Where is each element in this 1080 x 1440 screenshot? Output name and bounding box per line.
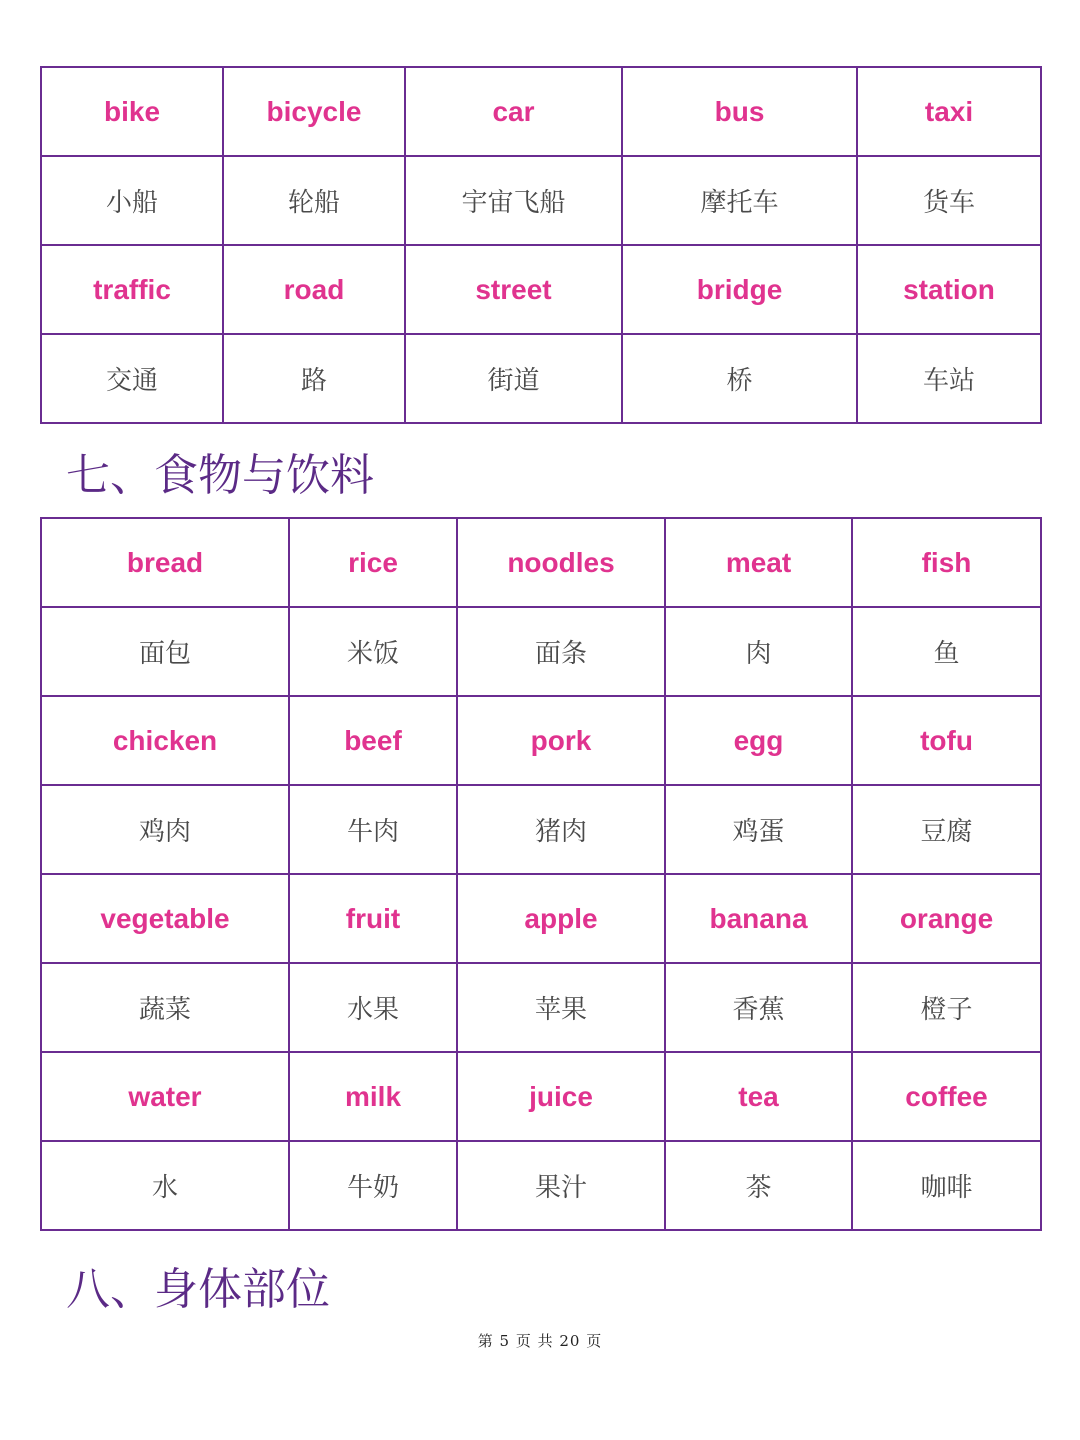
vocab-cell-english: noodles — [457, 518, 665, 607]
vocab-cell-english: car — [405, 67, 622, 156]
food-vocab-table — [40, 517, 1042, 1231]
table-row — [41, 696, 1041, 785]
vocab-cell-chinese: 茶 — [665, 1141, 852, 1230]
page-number-footer: 第 5 页 共 20 页 — [477, 1332, 603, 1350]
vocab-cell-chinese: 鱼 — [852, 607, 1041, 696]
vocab-cell-english: water — [41, 1052, 289, 1141]
vocab-cell-english: pork — [457, 696, 665, 785]
table-row — [41, 518, 1041, 607]
vocab-cell-english: bike — [41, 67, 223, 156]
vocab-cell-english: orange — [852, 874, 1041, 963]
vocab-cell-english: banana — [665, 874, 852, 963]
vocab-cell-english: street — [405, 245, 622, 334]
vocab-cell-chinese: 宇宙飞船 — [405, 156, 622, 245]
vocab-cell-chinese: 摩托车 — [622, 156, 857, 245]
vocab-cell-chinese: 肉 — [665, 607, 852, 696]
vocab-cell-english: bicycle — [223, 67, 405, 156]
vocab-cell-chinese: 蔬菜 — [41, 963, 289, 1052]
vocab-cell-chinese: 面条 — [457, 607, 665, 696]
vocab-cell-english: traffic — [41, 245, 223, 334]
table-row — [41, 1052, 1041, 1141]
vocab-cell-english: meat — [665, 518, 852, 607]
vocab-cell-english: bus — [622, 67, 857, 156]
vocab-cell-english: taxi — [857, 67, 1041, 156]
vocab-cell-english: fruit — [289, 874, 457, 963]
vocab-cell-chinese: 苹果 — [457, 963, 665, 1052]
vocab-cell-chinese: 桥 — [622, 334, 857, 423]
vocab-cell-chinese: 街道 — [405, 334, 622, 423]
vocab-cell-english: fish — [852, 518, 1041, 607]
vocab-cell-chinese: 交通 — [41, 334, 223, 423]
table-row — [41, 156, 1041, 245]
table-row — [41, 785, 1041, 874]
vocab-cell-chinese: 豆腐 — [852, 785, 1041, 874]
vocab-cell-english: egg — [665, 696, 852, 785]
vocab-cell-english: milk — [289, 1052, 457, 1141]
vocab-cell-chinese: 橙子 — [852, 963, 1041, 1052]
vocab-cell-chinese: 车站 — [857, 334, 1041, 423]
vocab-cell-english: tea — [665, 1052, 852, 1141]
section-heading-body-parts: 八、身体部位 — [66, 1264, 330, 1315]
table-row — [41, 245, 1041, 334]
vocab-cell-chinese: 果汁 — [457, 1141, 665, 1230]
vocab-cell-chinese: 香蕉 — [665, 963, 852, 1052]
vocab-cell-chinese: 鸡肉 — [41, 785, 289, 874]
vocab-cell-chinese: 水 — [41, 1141, 289, 1230]
vocab-cell-chinese: 牛肉 — [289, 785, 457, 874]
vocab-cell-english: chicken — [41, 696, 289, 785]
transport-vocab-table — [40, 66, 1042, 424]
vocab-cell-english: road — [223, 245, 405, 334]
vocab-cell-english: tofu — [852, 696, 1041, 785]
section-heading-food: 七、食物与饮料 — [66, 450, 374, 501]
vocab-cell-chinese: 轮船 — [223, 156, 405, 245]
vocab-cell-chinese: 咖啡 — [852, 1141, 1041, 1230]
vocab-cell-english: station — [857, 245, 1041, 334]
vocab-cell-chinese: 小船 — [41, 156, 223, 245]
vocab-cell-chinese: 面包 — [41, 607, 289, 696]
table-row — [41, 334, 1041, 423]
vocab-cell-chinese: 货车 — [857, 156, 1041, 245]
vocab-cell-english: rice — [289, 518, 457, 607]
table-row — [41, 67, 1041, 156]
table-row — [41, 963, 1041, 1052]
vocab-cell-english: beef — [289, 696, 457, 785]
vocab-cell-chinese: 猪肉 — [457, 785, 665, 874]
vocab-cell-chinese: 米饭 — [289, 607, 457, 696]
vocab-cell-english: bread — [41, 518, 289, 607]
vocab-cell-chinese: 水果 — [289, 963, 457, 1052]
table-row — [41, 874, 1041, 963]
vocab-cell-chinese: 牛奶 — [289, 1141, 457, 1230]
table-row — [41, 1141, 1041, 1230]
vocab-cell-english: coffee — [852, 1052, 1041, 1141]
vocab-cell-english: apple — [457, 874, 665, 963]
vocab-cell-chinese: 鸡蛋 — [665, 785, 852, 874]
vocab-cell-english: bridge — [622, 245, 857, 334]
vocab-cell-chinese: 路 — [223, 334, 405, 423]
table-row — [41, 607, 1041, 696]
vocab-cell-english: juice — [457, 1052, 665, 1141]
vocab-cell-english: vegetable — [41, 874, 289, 963]
